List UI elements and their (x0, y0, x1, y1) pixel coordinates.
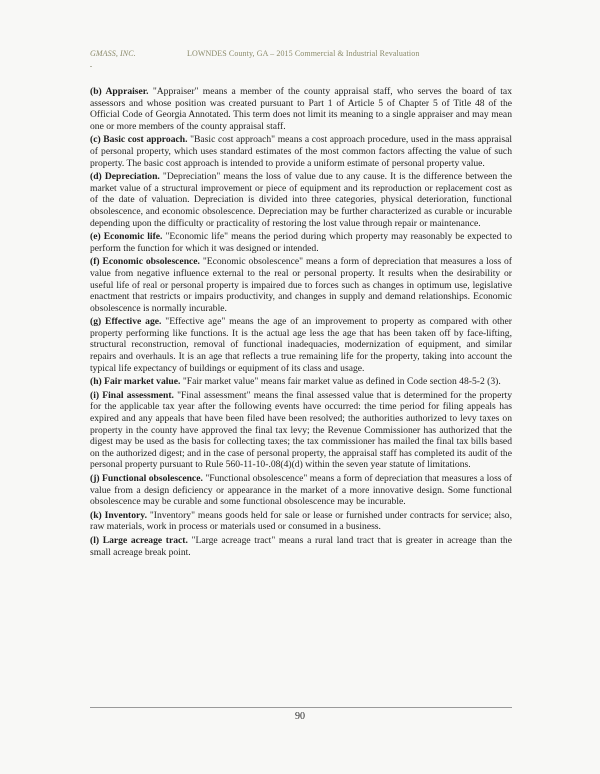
definition-term: (f) Economic obsolescence. (90, 256, 200, 268)
header-document-title: LOWNDES County, GA – 2015 Commercial & Industrial Revaluation (187, 49, 420, 58)
definition-text: "Large acreage tract" means a rural land tract that is greater in acreage than the small acreage break point. (90, 534, 512, 558)
definition-text: "Effective age" means the age of an improvement to property as compared with other property performing like functions. It is the actual age less the age that has been taken off by face-lifting, structural reconstruction, removal of functional inadequacies, modernization of equipment, and similar repairs and overhauls. It is an age that reflects a true remaining life for the property, taking into account the typical life expectancy of buildings or equipment of its class and usage. (90, 316, 512, 374)
definition-text: "Economic obsolescence" means a form of depreciation that measures a loss of value from negative influence external to the real or personal property. It results when the desirability or useful life of real or personal property is impaired due to forces such as changes in optimum use, legislative enactment that restricts or impairs productivity, and changes in supply and demand relationships. Economic obsolescence is normally incurable. (90, 256, 512, 314)
definition-basic-cost-approach (90, 134, 512, 169)
header-mark (90, 66, 92, 67)
definition-term: (i) Final assessment. (90, 389, 174, 401)
page-number: 90 (295, 711, 305, 722)
definition-term: (e) Economic life. (90, 231, 163, 243)
definition-text: "Economic life" means the period during which property may reasonably be expected to perform the function for which it was designed or intended. (90, 231, 512, 254)
page-header (90, 49, 540, 63)
header-firm-name: GMASS, INC. (90, 49, 136, 58)
definition-term: (c) Basic cost approach. (90, 134, 188, 146)
definition-economic-life (90, 231, 512, 254)
definition-effective-age (90, 316, 512, 374)
definition-term: (b) Appraiser. (90, 86, 149, 97)
definition-text: "Basic cost approach" means a cost approach procedure, used in the mass appraisal of personal property, which uses standard estimates of the most common factors affecting the value of such property. The basic cost approach is intended to provide a uniform estimate of personal property value. (90, 134, 512, 169)
definition-appraiser (90, 86, 512, 132)
definition-large-acreage-tract (90, 535, 512, 558)
definition-fair-market-value (90, 376, 512, 388)
footer-rule (90, 707, 512, 708)
definition-final-assessment (90, 390, 512, 471)
definition-term: (l) Large acreage tract. (90, 534, 188, 546)
definitions-body (90, 86, 512, 560)
definition-economic-obsolescence (90, 256, 512, 314)
definition-term: (d) Depreciation. (90, 171, 160, 183)
definition-term: (k) Inventory. (90, 509, 147, 521)
definition-text: "Appraiser" means a member of the county appraisal staff, who serves the board of tax assessors and whose position was created pursuant to Part 1 of Article 5 of Chapter 5 of Title 48 of the Official Code of Georgia Annotated. This term does not limit its meaning to a single appraiser and may mean one or more members of the county appraisal staff. (90, 86, 512, 132)
definition-text: "Inventory" means goods held for sale or lease or furnished under contracts for service; also, raw materials, work in process or materials used or consumed in a business. (90, 509, 513, 533)
definition-term: (h) Fair market value. (90, 376, 181, 388)
definition-term: (g) Effective age. (90, 316, 162, 328)
definition-inventory (90, 510, 512, 533)
definition-text: "Final assessment" means the final assessed value that is determined for the property for the applicable tax year after the following events have occurred: the time period for filing appeals has expired and any appeals that have been filed have been resolved; the authorities authorized to levy taxes on property in the county have approved the final tax levy; the Revenue Commissioner has authorized that the digest may be used as the basis for collecting taxes; the tax commissioner has mailed the final tax bills based on the authorized digest; and in the case of personal property, the appraisal staff has completed its audit of the personal property pursuant to Rule 560-11-10-.08(4)(d) within the seven year statute of limitations. (90, 389, 513, 471)
definition-text: "Fair market value" means fair market value as defined in Code section 48-5-2 (3). (180, 376, 501, 388)
definition-functional-obsolescence (90, 473, 512, 508)
definition-depreciation (90, 171, 512, 229)
definition-term: (j) Functional obsolescence. (90, 473, 203, 484)
definition-text: "Depreciation" means the loss of value due to any cause. It is the difference between the market value of a structural improvement or piece of equipment and its reproduction or replacement cost as of the date of valuation. Depreciation is divided into three categories, physical deterioration, functional obsolescence, and economic obsolescence. Depreciation may be further characterized as curable or incurable depending upon the difficulty or practicality of restoring the lost value through repair or maintenance. (90, 171, 512, 229)
definition-text: "Functional obsolescence" means a form of depreciation that measures a loss of value from a design deficiency or appearance in the market of a more innovative design. Some functional obsolescence may be curable and some functional obsolescence may be incurable. (90, 473, 513, 508)
